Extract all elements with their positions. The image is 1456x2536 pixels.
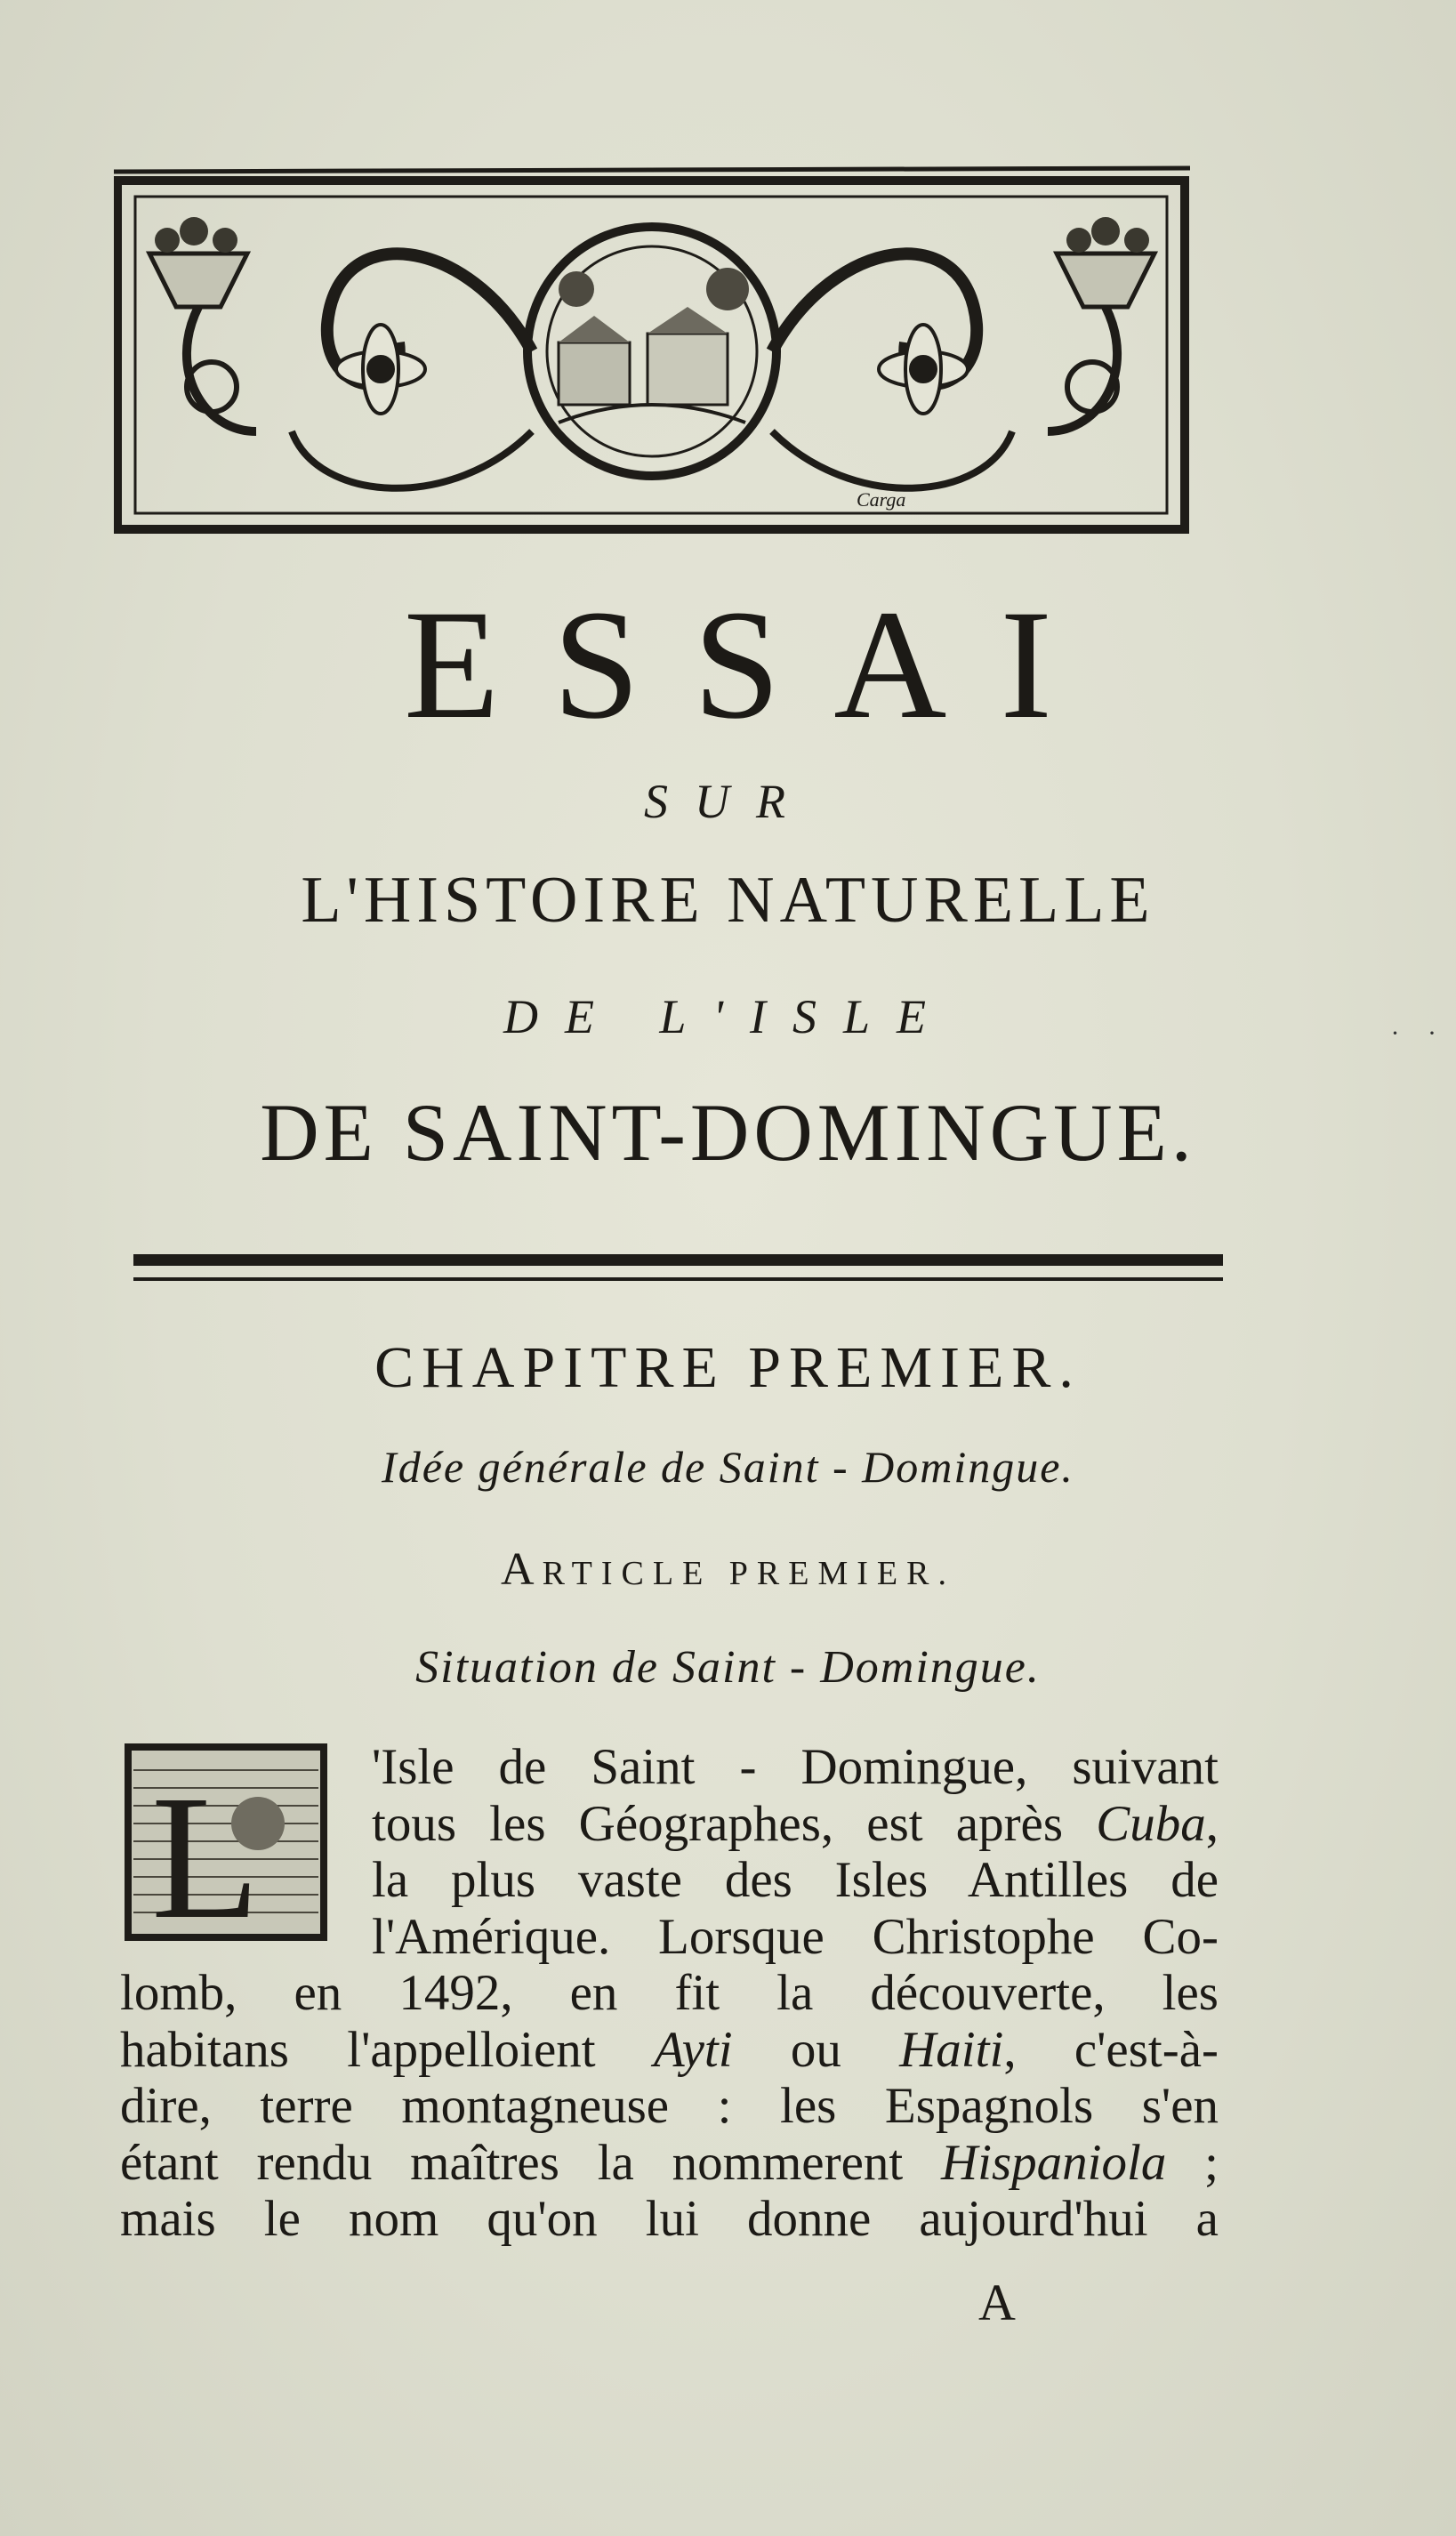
- body-line: lomb, en 1492, en fit la découverte, les: [120, 1965, 1219, 2021]
- drop-cap-letter: L: [151, 1759, 261, 1941]
- body-paragraph: [120, 1739, 1219, 2248]
- chapter-heading: CHAPITRE PREMIER.: [374, 1335, 1082, 1400]
- section-heading: Situation de Saint - Domingue.: [415, 1642, 1041, 1693]
- ornamental-headpiece-icon: [114, 165, 1190, 538]
- body-line: l'Amérique. Lorsque Christophe Co-: [372, 1908, 1219, 1965]
- title-de-l-isle: DE L'ISLE: [503, 990, 953, 1043]
- body-line: 'Isle de Saint - Domingue, suivant: [372, 1739, 1219, 1795]
- title-sur: SUR: [644, 775, 812, 828]
- body-line: la plus vaste des Isles Antilles de: [372, 1852, 1219, 1908]
- body-line: étant rendu maîtres la nommerent Hispaniola ;: [120, 2134, 1219, 2191]
- body-line: mais le nom qu'on lui donne aujourd'hui a: [120, 2191, 1219, 2247]
- article-heading: [0, 1543, 1456, 1596]
- article-initial: A: [501, 1544, 543, 1595]
- body-line: habitans l'appelloient Ayti ou Haiti, c'est-à-: [120, 2021, 1219, 2078]
- thin-rule: [133, 1277, 1223, 1281]
- body-line: dire, terre montagneuse : les Espagnols s'en: [120, 2078, 1219, 2134]
- thick-rule: [133, 1254, 1223, 1266]
- signature-mark: A: [978, 2274, 1016, 2331]
- body-line: tous les Géographes, est après Cuba,: [372, 1795, 1219, 1852]
- chapter-subtitle: Idée générale de Saint - Domingue.: [382, 1442, 1074, 1492]
- title-saint-domingue: DE SAINT-DOMINGUE.: [260, 1087, 1196, 1178]
- margin-dots: · ·: [1390, 1018, 1447, 1048]
- article-rest: RTICLE PREMIER.: [542, 1555, 955, 1592]
- title-histoire-naturelle: L'HISTOIRE NATURELLE: [301, 864, 1155, 937]
- title-essai: ESSAI: [404, 578, 1106, 752]
- engraver-signature: Carga: [857, 488, 906, 511]
